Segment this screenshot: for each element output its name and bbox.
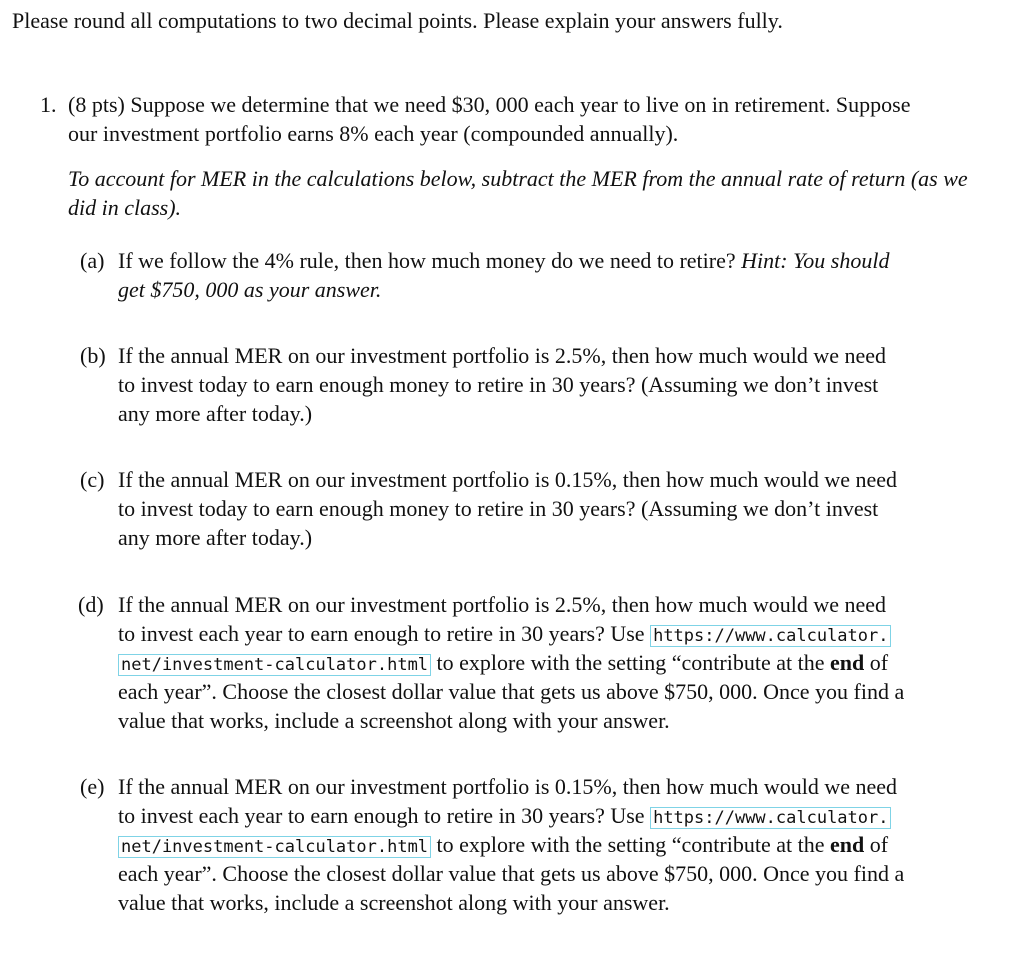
part-d-line-2-text: to invest each year to earn enough to retire in 30 years? Use bbox=[118, 621, 645, 646]
part-e-line-2-text: to invest each year to earn enough to retire in 30 years? Use bbox=[118, 803, 645, 828]
part-d-end-bold: end bbox=[830, 650, 865, 675]
part-e-calculator-link-1[interactable]: https://www.calculator. bbox=[650, 807, 891, 829]
part-e-line-4: each year”. Choose the closest dollar value that gets us above $750, 000. Once you find a bbox=[118, 861, 905, 886]
part-e-line-2 bbox=[118, 801, 891, 833]
part-c-line-3: any more after today.) bbox=[118, 525, 313, 550]
part-e-line-1: If the annual MER on our investment portfolio is 0.15%, then how much would we need bbox=[118, 774, 898, 799]
part-d-line-3-text: to explore with the setting “contribute at the bbox=[436, 650, 825, 675]
question-line-2: our investment portfolio earns 8% each year (compounded annually). bbox=[68, 121, 679, 146]
part-d-calculator-link-1[interactable]: https://www.calculator. bbox=[650, 625, 891, 647]
part-e-line-3-text: to explore with the setting “contribute at the bbox=[436, 832, 825, 857]
part-e-end-bold: end bbox=[830, 832, 865, 857]
part-e-line-5: value that works, include a screenshot along with your answer. bbox=[118, 890, 670, 915]
part-a-hint-2: get $750, 000 as your answer. bbox=[118, 277, 382, 302]
question-text-1: Suppose we determine that we need $30, 000 each year to live on in retirement. Suppose bbox=[130, 92, 911, 117]
part-d-line-3-of: of bbox=[869, 650, 889, 675]
part-e-calculator-link-2[interactable]: net/investment-calculator.html bbox=[118, 836, 431, 858]
part-c-line-1: If the annual MER on our investment portfolio is 0.15%, then how much would we need bbox=[118, 467, 898, 492]
part-b-line-3: any more after today.) bbox=[118, 401, 313, 426]
part-d-line-3 bbox=[118, 648, 888, 680]
part-a-hint-1: Hint: You should bbox=[741, 248, 890, 273]
part-d-line-1: If the annual MER on our investment portfolio is 2.5%, then how much would we need bbox=[118, 592, 887, 617]
part-b-label: (b) bbox=[80, 343, 106, 368]
part-d-line-2 bbox=[118, 619, 891, 651]
part-e-label: (e) bbox=[80, 774, 105, 799]
part-c-line-2: to invest today to earn enough money to retire in 30 years? (Assuming we don’t invest bbox=[118, 496, 879, 521]
part-a-question: If we follow the 4% rule, then how much money do we need to retire? bbox=[118, 248, 736, 273]
part-e-line-3 bbox=[118, 830, 888, 862]
part-e-line-3-of: of bbox=[869, 832, 889, 857]
part-d-line-4: each year”. Choose the closest dollar value that gets us above $750, 000. Once you find a bbox=[118, 679, 905, 704]
instructions-text: Please round all computations to two decimal points. Please explain your answers fully. bbox=[12, 8, 783, 33]
question-note-2: did in class). bbox=[68, 195, 182, 220]
part-d-label: (d) bbox=[78, 592, 104, 617]
part-a-label: (a) bbox=[80, 248, 105, 273]
part-b-line-1: If the annual MER on our investment portfolio is 2.5%, then how much would we need bbox=[118, 343, 887, 368]
question-points: (8 pts) bbox=[68, 92, 125, 117]
question-number: 1. bbox=[40, 92, 57, 117]
question-note-1: To account for MER in the calculations below, subtract the MER from the annual rate of return (as we bbox=[68, 166, 968, 191]
part-d-line-5: value that works, include a screenshot along with your answer. bbox=[118, 708, 670, 733]
part-b-line-2: to invest today to earn enough money to retire in 30 years? (Assuming we don’t invest bbox=[118, 372, 879, 397]
part-d-calculator-link-2[interactable]: net/investment-calculator.html bbox=[118, 654, 431, 676]
part-c-label: (c) bbox=[80, 467, 105, 492]
part-a-line-1 bbox=[118, 246, 889, 276]
question-line-1 bbox=[68, 90, 911, 120]
